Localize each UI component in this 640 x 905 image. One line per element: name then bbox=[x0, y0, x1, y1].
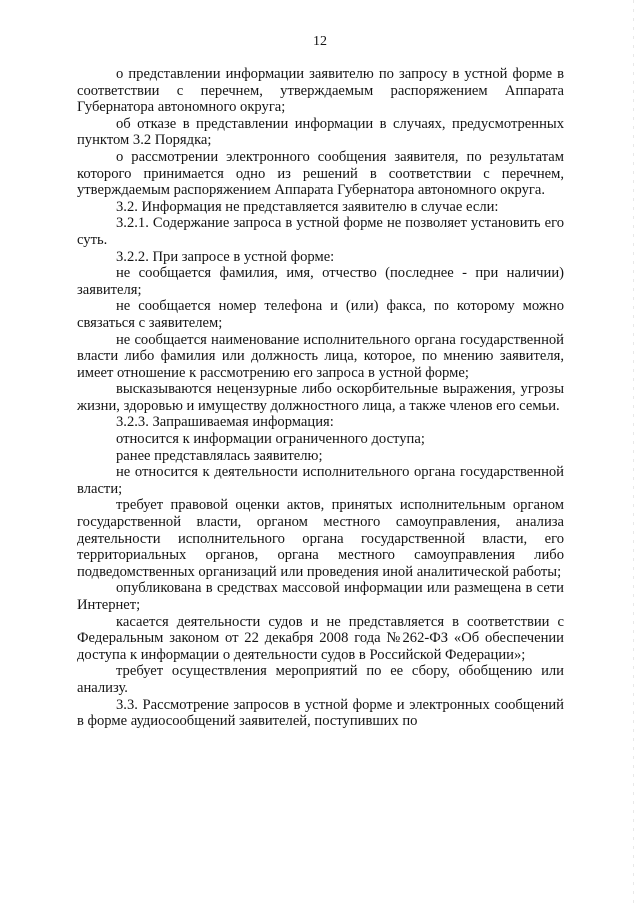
page-number: 12 bbox=[313, 34, 327, 49]
paragraph: относится к информации ограниченного доступа; bbox=[116, 431, 425, 448]
paragraph: касается деятельности судов и не представляется в соответствии с Федеральным законом от 22 декабря 2008 года №262-ФЗ «Об обеспечении доступа к информации о деятельности судов в Российской Федерации»; bbox=[77, 613, 564, 663]
paragraph: 3.3. Рассмотрение запросов в устной форме и электронных сообщений в форме аудиосообщений заявителей, поступивших по bbox=[77, 696, 564, 730]
paragraph: требует правовой оценки актов, принятых исполнительным органом государственной власти, органом местного самоуправления, анализа деятельности исполнительного органа государственной власти, его территориальных органов, органа местного самоуправления либо подведомственных организаций или проведения иной аналитической работы; bbox=[77, 497, 564, 580]
paragraph: не сообщается наименование исполнительного органа государственной власти либо фамилия или должность лица, которое, по мнению заявителя, имеет отношение к рассмотрению его запроса в устной форме; bbox=[77, 331, 564, 381]
paragraph: требует осуществления мероприятий по ее сбору, обобщению или анализу. bbox=[77, 663, 564, 696]
paragraph: о представлении информации заявителю по запросу в устной форме в соответствии с перечнем, утверждаемым распоряжением Аппарата Губернатора автономного округа; bbox=[77, 66, 564, 116]
section-heading: 3.2. Информация не представляется заявителю в случае если: bbox=[116, 198, 499, 215]
paragraph: 3.2.3. Запрашиваемая информация: bbox=[116, 414, 334, 431]
paragraph: ранее представлялась заявителю; bbox=[116, 447, 323, 464]
paragraph: не относится к деятельности исполнительного органа государственной власти; bbox=[77, 464, 564, 497]
paragraph: не сообщается фамилия, имя, отчество (последнее - при наличии) заявителя; bbox=[77, 265, 564, 298]
paragraph: высказываются нецензурные либо оскорбительные выражения, угрозы жизни, здоровью и имуществу должностного лица, а также членов его семьи. bbox=[77, 381, 564, 414]
document-body bbox=[77, 66, 564, 730]
paragraph: об отказе в представлении информации в случаях, предусмотренных пунктом 3.2 Порядка; bbox=[77, 115, 564, 149]
paragraph: не сообщается номер телефона и (или) факса, по которому можно связаться с заявителем; bbox=[77, 298, 564, 331]
paragraph: 3.2.2. При запросе в устной форме: bbox=[116, 248, 335, 265]
paragraph: 3.2.1. Содержание запроса в устной форме не позволяет установить его суть. bbox=[77, 215, 564, 248]
paragraph: опубликована в средствах массовой информации или размещена в сети Интернет; bbox=[77, 580, 564, 613]
paragraph: о рассмотрении электронного сообщения заявителя, по результатам которого принимается одно из решений в соответствии с перечнем, утверждаемым распоряжением Аппарата Губернатора автономного округа. bbox=[77, 148, 564, 199]
scan-edge-artifact bbox=[633, 0, 634, 905]
